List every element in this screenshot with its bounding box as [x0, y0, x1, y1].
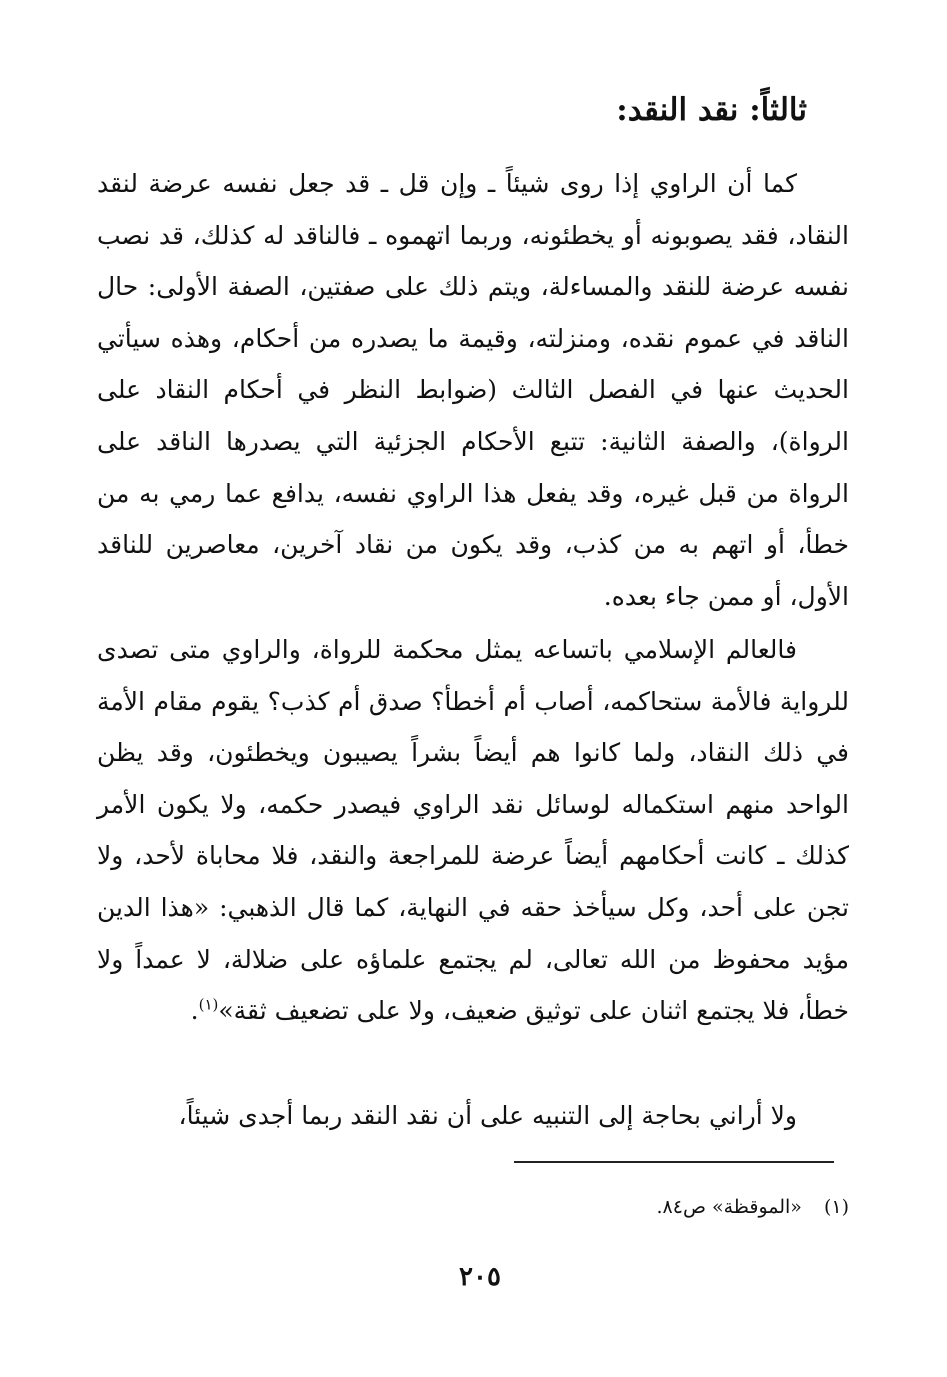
paragraph-2-body: فالعالم الإسلامي باتساعه يمثل محكمة للرواة، والراوي متى تصدى للرواية فالأمة ستحاكمه، أصاب أم أخطأ؟ صدق أم كذب؟ يقوم مقام الأمة في ذلك النقاد، ولما كانوا هم أيضاً بشراً يصيبون ويخطئون، وقد يظن الواحد منهم استكماله لوسائل نقد الراوي فيصدر حكمه، ولا يكون الأمر كذلك ـ كانت أحكامهم أيضاً عرضة للمراجعة والنقد، فلا محاباة لأحد، ولا تجن على أحد، وكل سيأخذ حقه في النهاية، كما قال الذهبي: «هذا الدين مؤيد محفوظ من الله تعالى، لم يجتمع علماؤه على ضلالة، لا عمداً ولا خطأ، فلا يجتمع اثنان على توثيق ضعيف، ولا على تضعيف ثقة» — [97, 635, 849, 1026]
footnote-reference: (١) — [198, 995, 219, 1014]
paragraph-1 — [97, 158, 849, 622]
paragraph-2 — [97, 624, 849, 1037]
paragraph-3-text: ولا أراني بحاجة إلى التنبيه على أن نقد النقد ربما أجدى شيئاً، — [178, 1101, 797, 1130]
footnote — [656, 1192, 849, 1222]
paragraph-2-text — [97, 624, 849, 1037]
paragraph-2-end: . — [190, 996, 199, 1026]
footnote-divider — [514, 1161, 834, 1163]
paragraph-1-text: كما أن الراوي إذا روى شيئاً ـ وإن قل ـ قد جعل نفسه عرضة لنقد النقاد، فقد يصوبونه أو يخطئونه، وربما اتهموه ـ فالناقد له كذلك، قد نصب نفسه عرضة للنقد والمساءلة، ويتم ذلك على صفتين، الصفة الأولى: حال الناقد في عموم نقده، ومنزلته، وقيمة ما يصدره من أحكام، وهذه سيأتي الحديث عنها في الفصل الثالث (ضوابط النظر في أحكام النقاد على الرواة)، والصفة الثانية: تتبع الأحكام الجزئية التي يصدرها الناقد على الرواة من قبل غيره، وقد يفعل هذا الراوي نفسه، يدافع عما رمي به من خطأ، أو اتهم به من كذب، وقد يكون من نقاد آخرين، معاصرين للناقد الأول، أو ممن جاء بعده. — [97, 169, 849, 611]
page-number: ٢٠٥ — [459, 1262, 501, 1292]
paragraph-3 — [97, 1090, 849, 1142]
section-heading: ثالثاً: نقد النقد: — [616, 92, 807, 128]
footnote-number: (١) — [823, 1196, 849, 1218]
footnote-text: «الموقظة» ص٨٤. — [656, 1196, 802, 1218]
